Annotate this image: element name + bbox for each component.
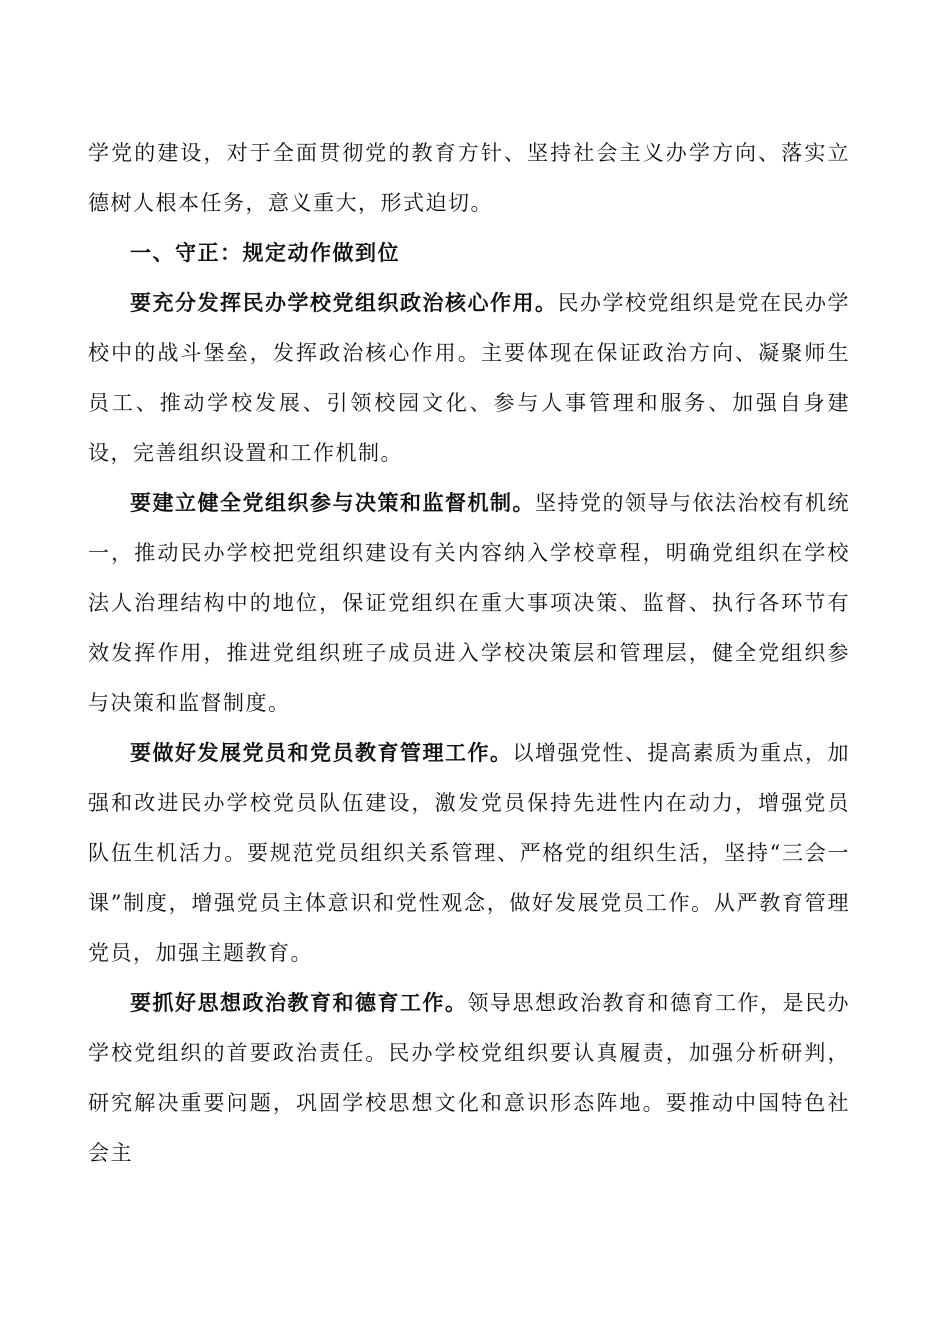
paragraph-4-body: 领导思想政治教育和德育工作，是民办学校党组织的首要政治责任。民办学校党组织要认真履责，加强分析研判，研究解决重要问题，巩固学校思想文化和意识形态阵地。要推动中国特色社会主 [88,991,850,1165]
paragraph-4-lead: 要抓好思想政治教育和德育工作。 [130,991,468,1015]
paragraph-1 [88,278,850,478]
continuation-paragraph: 学党的建设，对于全面贯彻党的教育方针、坚持社会主义办学方向、落实立德树人根本任务，意义重大，形式迫切。 [88,141,850,215]
paragraph-1-body: 民办学校党组织是党在民办学校中的战斗堡垒，发挥政治核心作用。主要体现在保证政治方向、凝聚师生员工、推动学校发展、引领校园文化、参与人事管理和服务、加强自身建设，完善组织设置和工作机制。 [88,291,850,465]
paragraph-3-body: 以增强党性、提高素质为重点，加强和改进民办学校党员队伍建设，激发党员保持先进性内在动力，增强党员队伍生机活力。要规范党员组织关系管理、严格党的组织生活，坚持“三会一课”制度，增强党员主体意识和党性观念，做好发展党员工作。从严教育管理党员，加强主题教育。 [88,741,850,965]
paragraph-2 [88,478,850,728]
paragraph-3 [88,728,850,978]
paragraph-4 [88,978,850,1178]
paragraph-2-lead: 要建立健全党组织参与决策和监督机制。 [130,491,535,515]
paragraph-3-lead: 要做好发展党员和党员教育管理工作。 [130,741,513,765]
paragraph-1-lead: 要充分发挥民办学校党组织政治核心作用。 [130,291,558,315]
document-body [88,128,850,1178]
paragraph-2-body: 坚持党的领导与依法治校有机统一，推动民办学校把党组织建设有关内容纳入学校章程，明确党组织在学校法人治理结构中的地位，保证党组织在重大事项决策、监督、执行各环节有效发挥作用，推进党组织班子成员进入学校决策层和管理层，健全党组织参与决策和监督制度。 [88,491,850,715]
section-heading: 一、守正：规定动作做到位 [130,241,400,265]
